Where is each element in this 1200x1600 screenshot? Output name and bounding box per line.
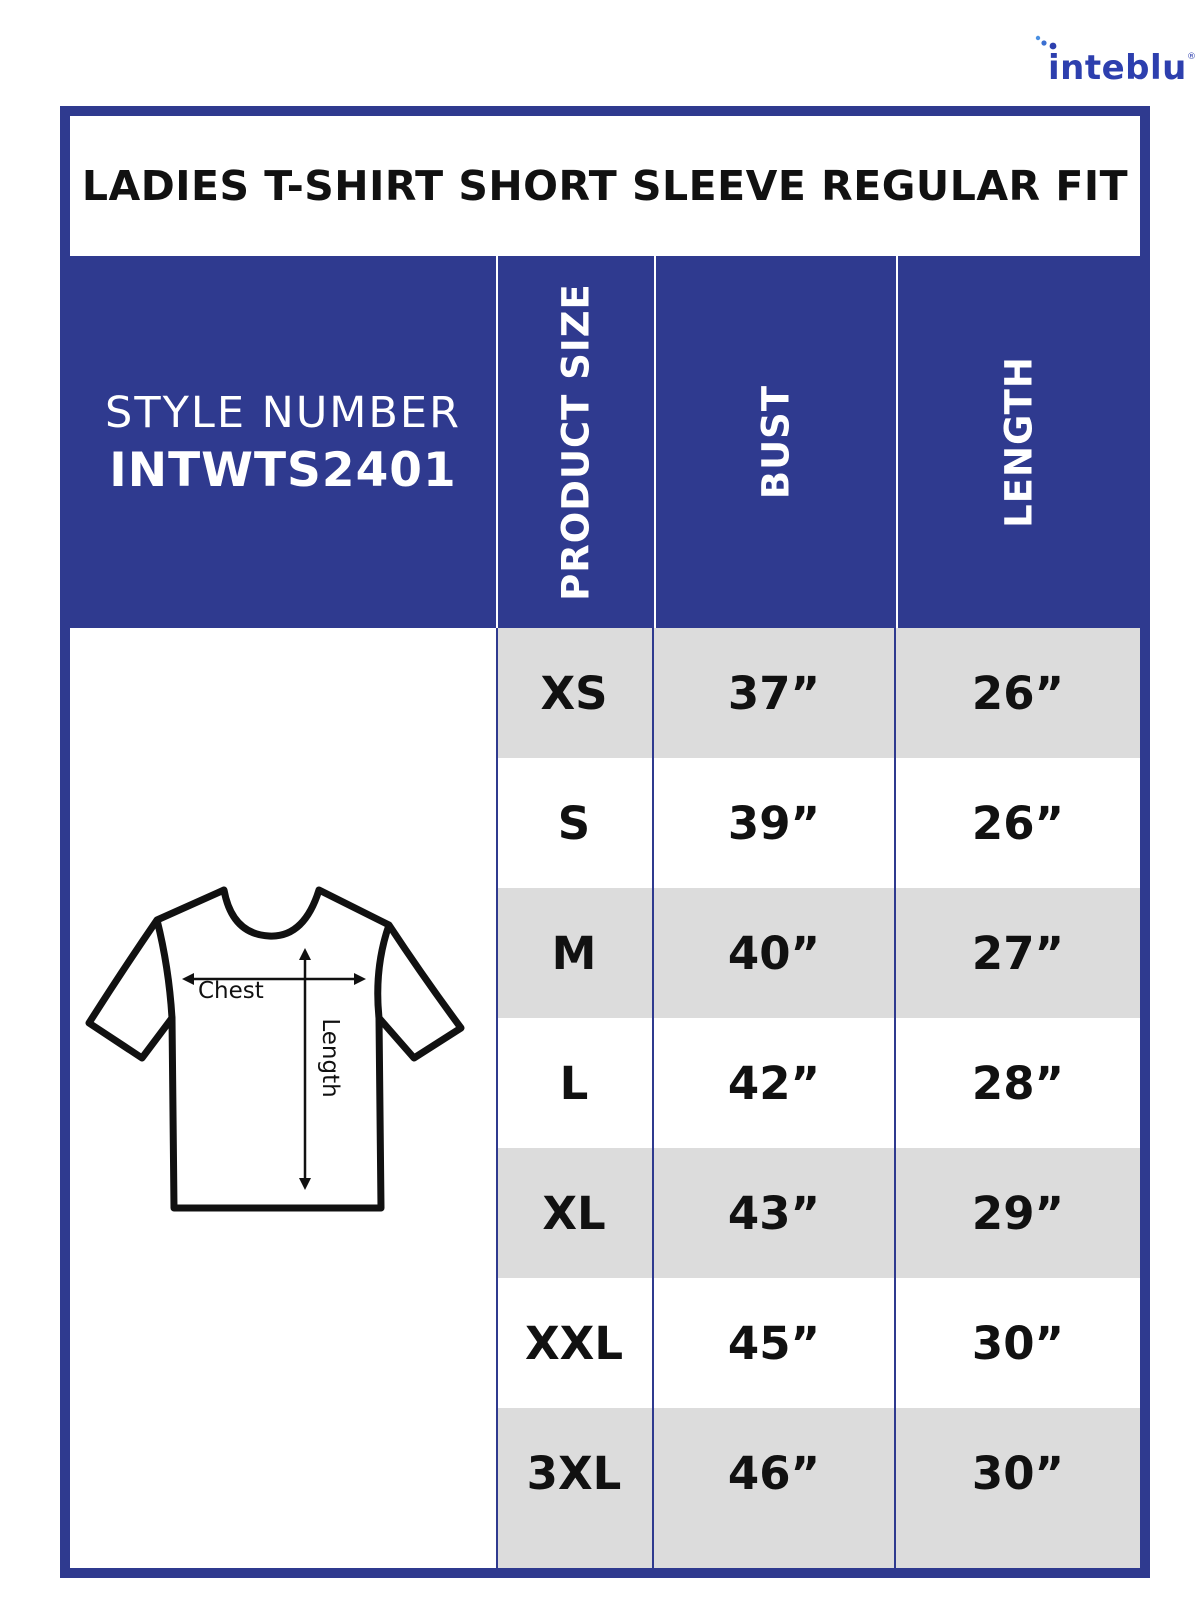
header-length xyxy=(898,256,1140,628)
length-cell: 26” xyxy=(971,796,1065,850)
length-cell: 27” xyxy=(971,926,1065,980)
bust-cell: 40” xyxy=(727,926,821,980)
table-header xyxy=(70,256,1140,628)
bust-cell: 45” xyxy=(727,1316,821,1370)
length-cell: 28” xyxy=(971,1056,1065,1110)
header-bust-label: BUST xyxy=(754,384,798,500)
length-label: Length xyxy=(317,1018,343,1098)
tshirt-measurement-icon xyxy=(84,868,484,1248)
table-row xyxy=(496,1018,1140,1148)
size-cell: XS xyxy=(540,666,608,720)
brand-name: inteblu xyxy=(1048,48,1187,88)
size-cell: XXL xyxy=(524,1316,624,1370)
column-divider xyxy=(496,628,498,1568)
size-table-body xyxy=(496,628,1140,1568)
column-divider xyxy=(652,628,654,1568)
header-length-label: LENGTH xyxy=(997,356,1041,528)
length-cell: 30” xyxy=(971,1316,1065,1370)
registered-mark: ® xyxy=(1187,52,1196,62)
bust-cell: 39” xyxy=(727,796,821,850)
bust-cell: 42” xyxy=(727,1056,821,1110)
table-row xyxy=(496,1408,1140,1568)
header-product-size xyxy=(498,256,654,628)
header-product-size-label: PRODUCT SIZE xyxy=(554,283,598,601)
table-row xyxy=(496,888,1140,1018)
table-row xyxy=(496,1148,1140,1278)
style-number-value: INTWTS2401 xyxy=(109,443,457,498)
size-chart-frame xyxy=(60,106,1150,1578)
length-cell: 26” xyxy=(971,666,1065,720)
length-cell: 30” xyxy=(971,1446,1065,1500)
style-number-label: STYLE NUMBER xyxy=(105,388,461,438)
column-divider xyxy=(894,628,896,1568)
size-cell: L xyxy=(559,1056,589,1110)
table-row xyxy=(496,628,1140,758)
size-cell: S xyxy=(557,796,591,850)
length-cell: 29” xyxy=(971,1186,1065,1240)
table-row xyxy=(496,758,1140,888)
table-row xyxy=(496,1278,1140,1408)
bust-cell: 43” xyxy=(727,1186,821,1240)
chest-label: Chest xyxy=(198,978,264,1004)
bust-cell: 37” xyxy=(727,666,821,720)
measurement-diagram xyxy=(70,628,496,1568)
style-number-block xyxy=(70,256,496,628)
size-cell: XL xyxy=(542,1186,606,1240)
brand-logo xyxy=(1034,34,1194,94)
size-cell: 3XL xyxy=(526,1446,622,1500)
chart-title: LADIES T-SHIRT SHORT SLEEVE REGULAR FIT xyxy=(81,162,1129,210)
size-cell: M xyxy=(551,926,597,980)
bust-cell: 46” xyxy=(727,1446,821,1500)
header-bust xyxy=(656,256,896,628)
